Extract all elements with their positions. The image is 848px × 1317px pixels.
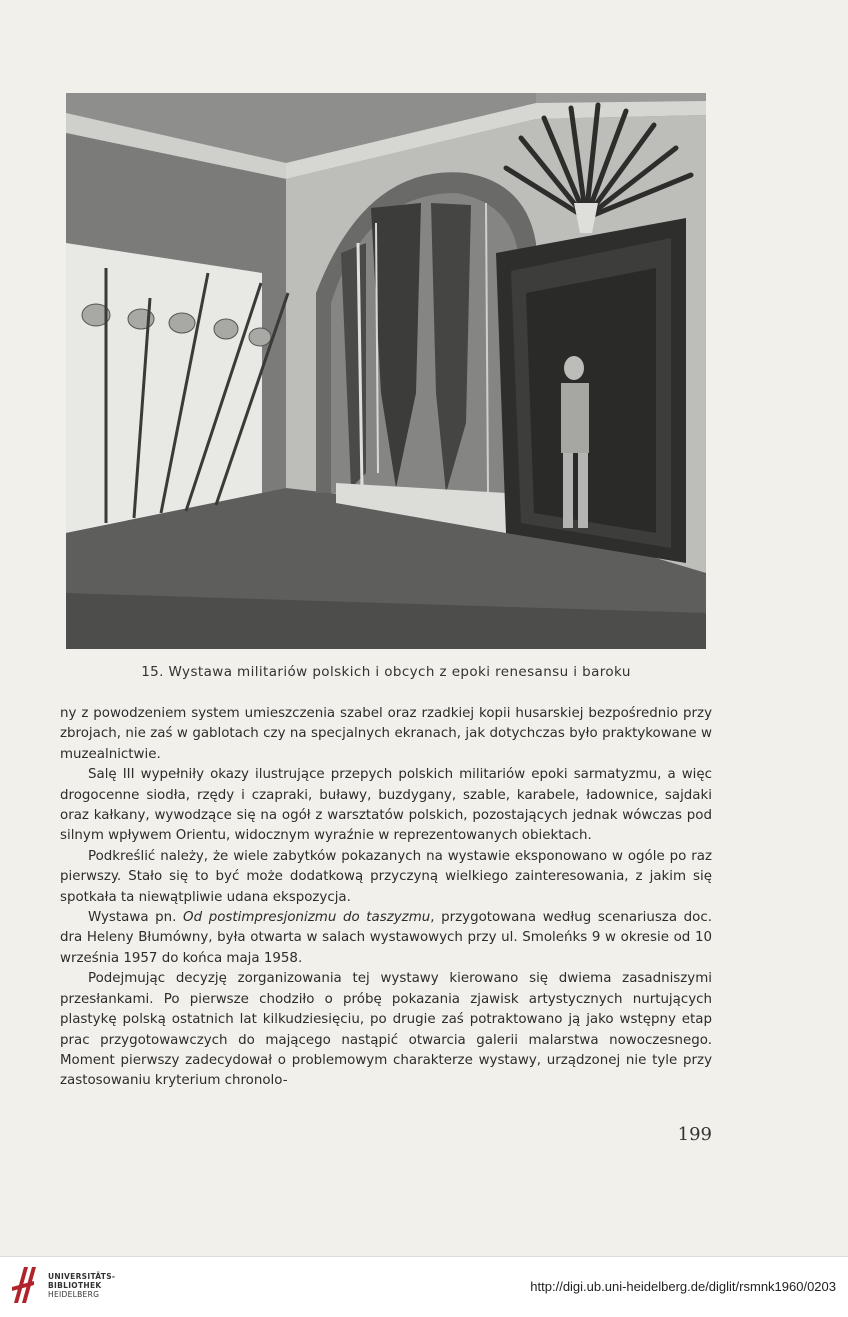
article-body: [60, 704, 712, 1092]
paragraph: ny z powodzeniem system umieszczenia szabel oraz rzadkiej kopii husarskiej bezpośrednio przy zbrojach, nie zaś w gablotach czy na specjalnych ekranach, jak dotychczas było praktykowane w muzealnictwie.: [60, 706, 712, 762]
paragraph: [60, 908, 712, 969]
paragraph: Podejmując decyzję zorganizowania tej wystawy kierowano się dwiema zasadniszymi przesłankami. Po pierwsze chodziło o próbę pokazania zjawisk artystycznych nurtujących plastykę polską ostatnich lat kilkudziesięciu, po drugie zaś potraktowano ją jako wstępny etap prac przygotowawczych do mającego nastąpić otwarcia galerii malarstwa nowoczesnego. Moment pierwszy zadecydował o problemowym charakterze wystawy, urządzonej nie tyle przy zastosowaniu kryterium chronolo-: [60, 971, 712, 1089]
footer-bar: [0, 1256, 848, 1317]
paragraph: Salę III wypełniły okazy ilustrujące przepych polskich militariów epoki sarmatyzmu, a więc drogocenne siodła, rzędy i czapraki, buławy, buzdygany, szable, karabele, ładownice, sajdaki oraz kałkany, wywodzące się na ogół z warsztatów polskich, pozostających jednak wówczas pod silnym wpływem Orientu, widocznym wyraźnie w reprezentowanych obiektach.: [60, 767, 712, 844]
institution-line: BIBLIOTHEK: [48, 1281, 102, 1290]
paragraph-text: Wystawa pn.: [88, 910, 184, 926]
figure-caption: 15. Wystawa militariów polskich i obcych z epoki renesansu i baroku: [141, 664, 631, 680]
exhibition-photograph: [66, 93, 706, 649]
university-library-logo-icon: [10, 1263, 42, 1309]
institution-line: HEIDELBERG: [48, 1290, 100, 1299]
exhibition-title: Od postimpresjonizmu do taszyzmu: [183, 910, 431, 926]
institution-line: UNIVERSITÄTS-: [48, 1272, 116, 1281]
source-url-link[interactable]: http://digi.ub.uni-heidelberg.de/diglit/rsmnk1960/0203: [530, 1279, 836, 1294]
paragraph: Podkreślić należy, że wiele zabytków pokazanych na wystawie eksponowano w ogóle po raz pierwszy. Stało się to być może dodatkową przyczyną wielkiego zainteresowania, z jakim się spotkała ta niewątpliwie udana ekspozycja.: [60, 848, 712, 905]
page-number: 199: [677, 1124, 712, 1145]
paragraph-text: , przygotowana według scenariusza doc. dra Heleny Błumówny, była otwarta w salach wystawowych przy ul. Smoleńks 9 w okresie od 10 września 1957 do końca maja 1958.: [60, 910, 712, 966]
institution-name: [48, 1272, 115, 1299]
